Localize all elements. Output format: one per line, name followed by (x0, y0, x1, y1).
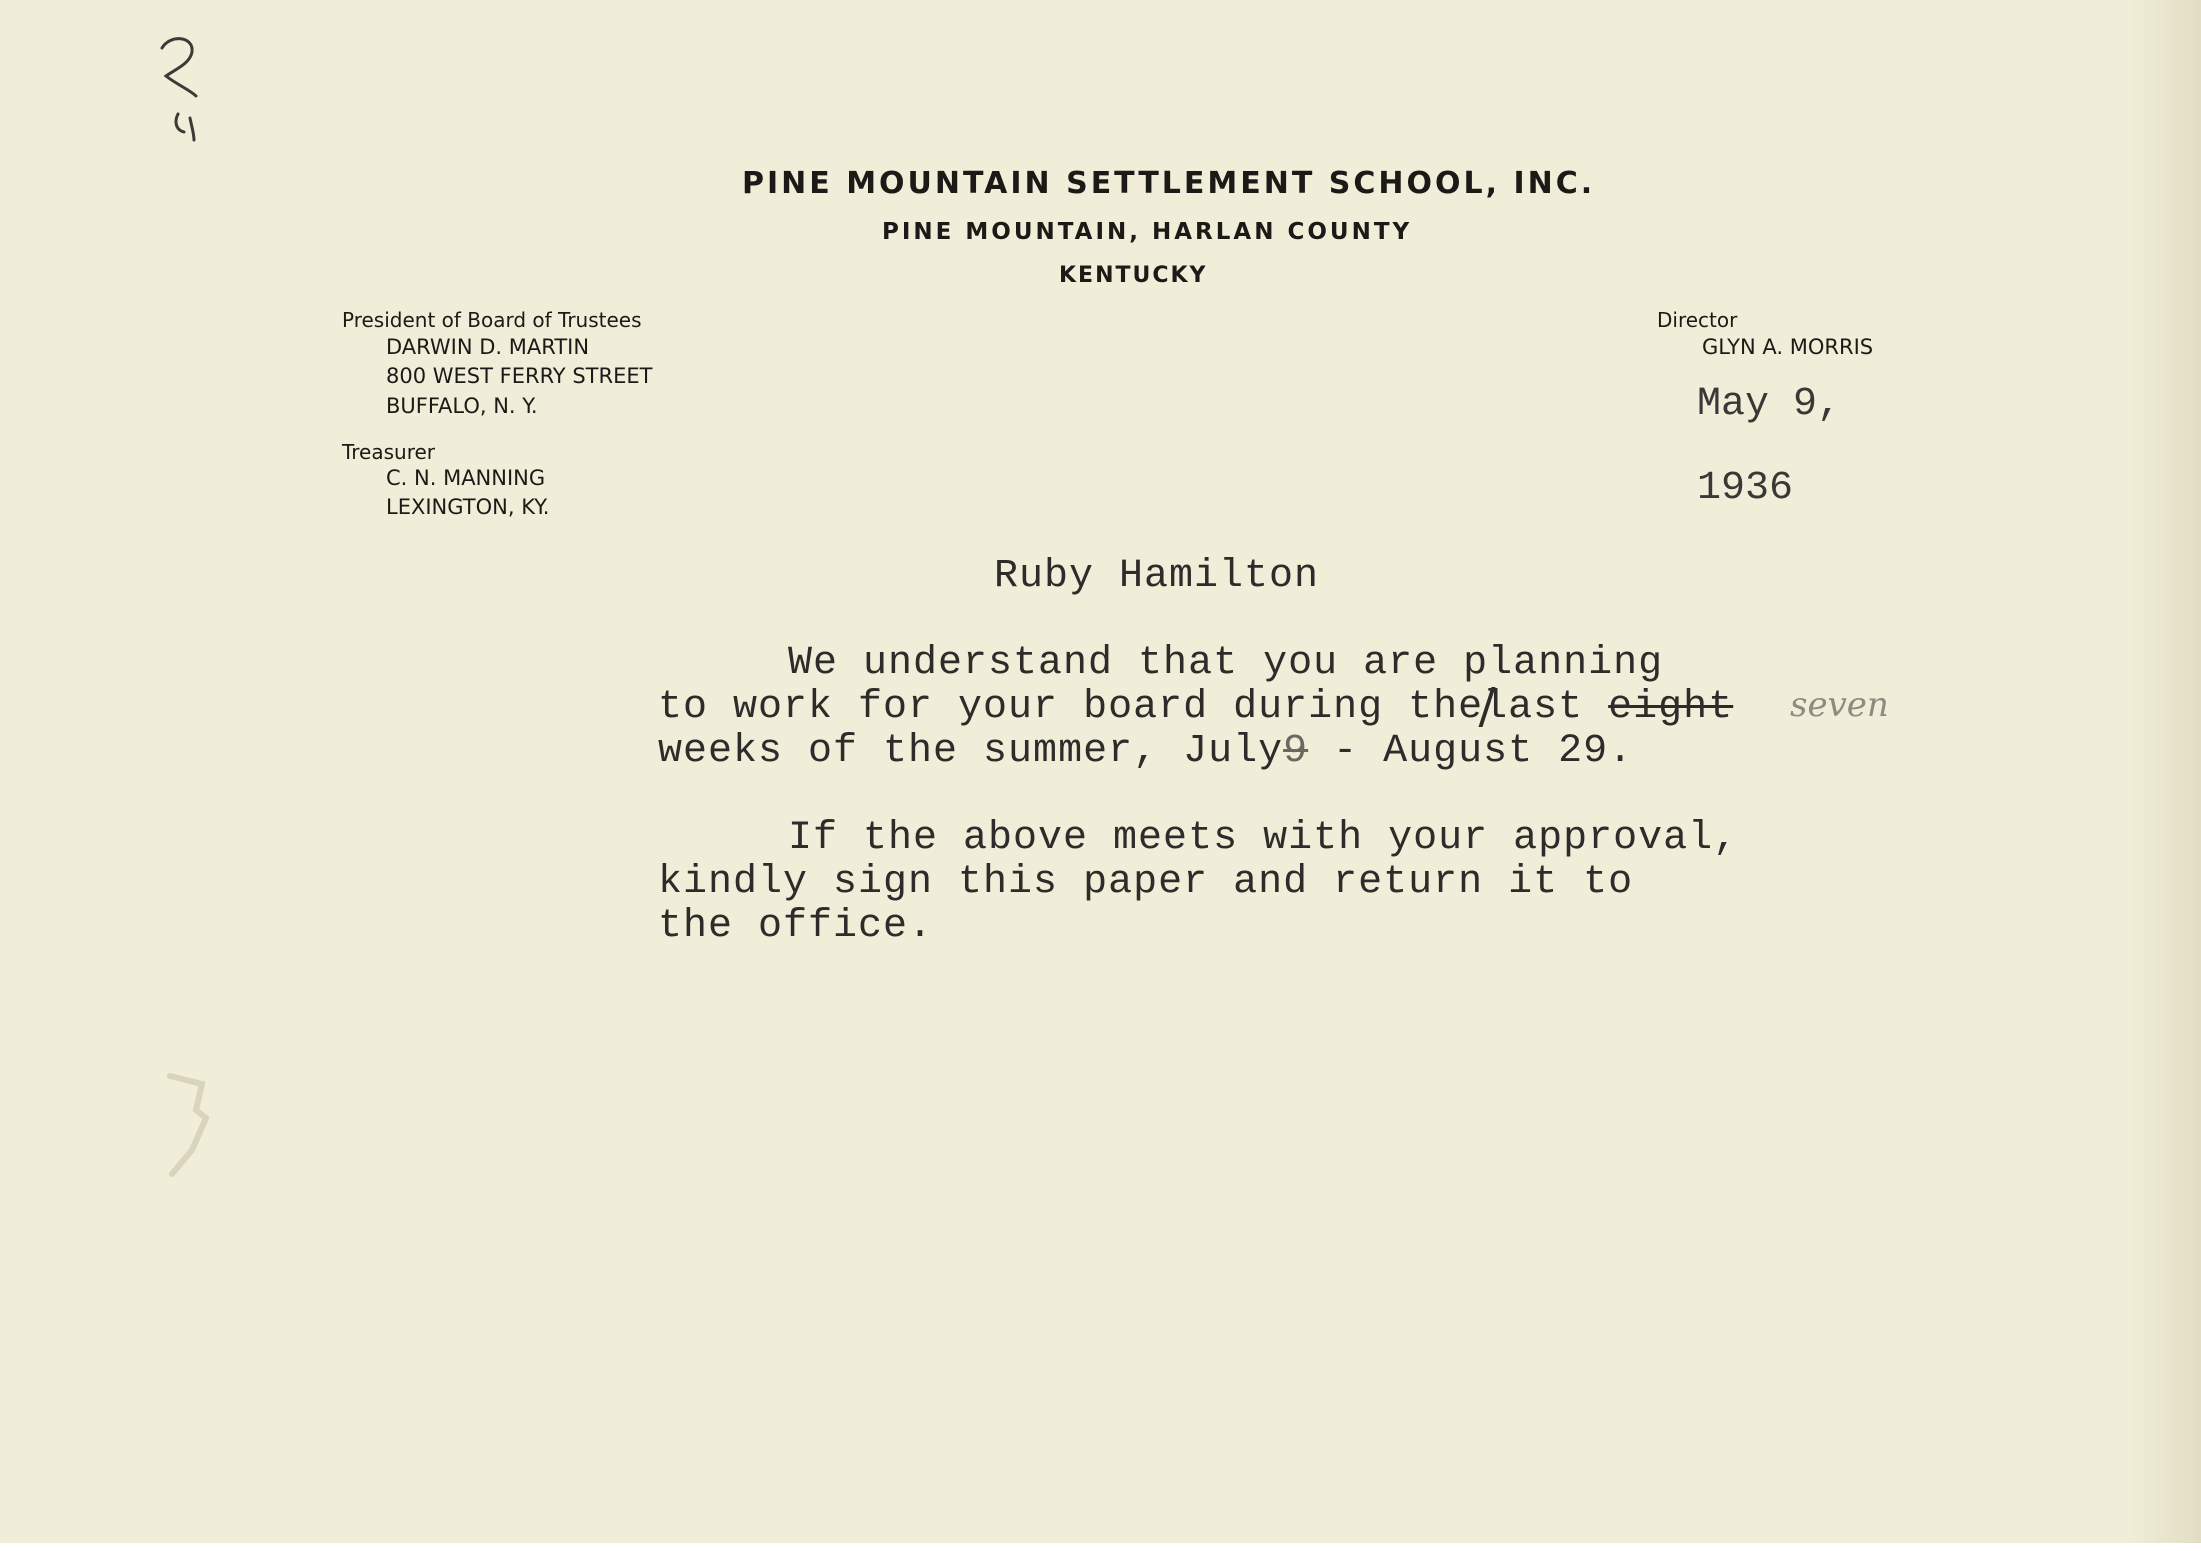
pencil-inserted-word: seven (1790, 685, 1889, 725)
scan-border (0, 1543, 2201, 1551)
para1-line1: We understand that you are planning (788, 641, 1664, 686)
para1-line2-last-text: last (1483, 685, 1584, 730)
letter-recipient: Ruby Hamilton (994, 554, 1320, 599)
para2-line3: the office. (658, 904, 934, 949)
para1-line2 (658, 685, 1733, 730)
letterhead-location: PINE MOUNTAIN, HARLAN COUNTY (882, 219, 1413, 245)
treasurer-label: Treasurer (342, 440, 436, 464)
treasurer-city: LEXINGTON, KY. (386, 495, 550, 519)
letterhead-org-name: PINE MOUNTAIN SETTLEMENT SCHOOL, INC. (742, 166, 1596, 201)
letter-date-day: May 9, (1697, 382, 1842, 427)
letterhead-state: KENTUCKY (1059, 263, 1208, 288)
para1-line3-text-b: - August 29. (1333, 729, 1634, 774)
paper-edge-shadow (2131, 0, 2201, 1551)
struck-date-nine: 9 (1283, 729, 1309, 774)
president-label: President of Board of Trustees (342, 308, 642, 332)
president-city: BUFFALO, N. Y. (386, 394, 538, 418)
para1-line3 (658, 729, 1633, 774)
para2-line2: kindly sign this paper and return it to (658, 860, 1634, 905)
president-name: DARWIN D. MARTIN (386, 335, 590, 359)
para1-line2-text: to work for your board during the (658, 685, 1484, 730)
letter-date-year: 1936 (1697, 466, 1794, 511)
director-name: GLYN A. MORRIS (1702, 335, 1874, 359)
president-street: 800 WEST FERRY STREET (386, 364, 653, 388)
para1-line2-last (1483, 685, 1583, 730)
faint-smudge-mark (162, 1070, 222, 1180)
para2-line1: If the above meets with your approval, (788, 816, 1739, 861)
treasurer-name: C. N. MANNING (386, 466, 546, 490)
struck-word-eight: eight (1608, 685, 1734, 730)
para1-line3-text-a: weeks of the summer, July (658, 729, 1284, 774)
pencil-corner-mark (150, 30, 210, 145)
director-label: Director (1657, 308, 1738, 332)
